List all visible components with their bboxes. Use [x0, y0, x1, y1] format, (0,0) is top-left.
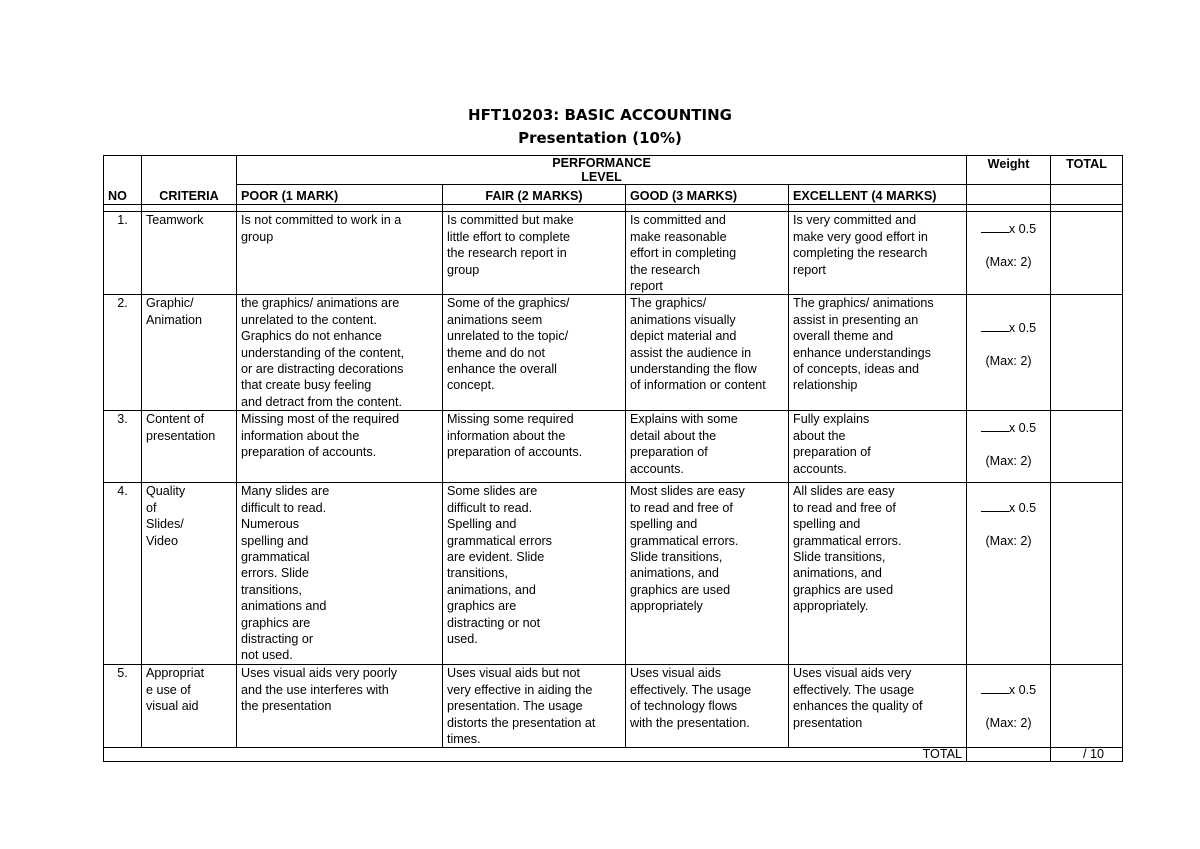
score-blank[interactable] — [981, 681, 1009, 694]
row-good: Explains with some detail about the preparation of accounts. — [626, 411, 789, 483]
header-row-levels — [104, 185, 1123, 205]
row-poor: the graphics/ animations are unrelated to the content. Graphics do not enhance understanding of the content, or are distracting decorations that create busy feeling and detract from the content. — [237, 295, 443, 411]
row-weight-cell — [967, 665, 1051, 748]
table-row — [104, 483, 1123, 665]
row-excellent: Fully explains about the preparation of accounts. — [789, 411, 967, 483]
total-row — [104, 748, 1123, 762]
header-total-empty — [1051, 185, 1123, 205]
row-poor: Many slides are difficult to read. Numerous spelling and grammatical errors. Slide transitions, animations and graphics are distracting or not used. — [237, 483, 443, 665]
table-row — [104, 212, 1123, 295]
row-number: 1. — [104, 212, 142, 295]
row-excellent: Uses visual aids very effectively. The usage enhances the quality of presentation — [789, 665, 967, 748]
row-total[interactable] — [1051, 295, 1123, 411]
rubric-subtitle: Presentation (10%) — [518, 129, 682, 147]
total-label: TOTAL — [104, 748, 967, 762]
row-fair: Uses visual aids but not very effective in aiding the presentation. The usage distorts the presentation at times. — [443, 665, 626, 748]
header-performance-level: PERFORMANCE LEVEL — [237, 156, 967, 185]
score-blank[interactable] — [981, 220, 1009, 233]
header-level-good: GOOD (3 MARKS) — [626, 185, 789, 205]
row-max: (Max: 2) — [985, 254, 1032, 269]
row-weight: x 0.5 — [1008, 321, 1037, 336]
score-blank[interactable] — [981, 319, 1009, 332]
header-row-top — [104, 156, 1123, 185]
row-weight: x 0.5 — [1008, 222, 1037, 237]
row-excellent: The graphics/ animations assist in presenting an overall theme and enhance understandings of concepts, ideas and relationship — [789, 295, 967, 411]
rubric-table — [103, 155, 1123, 762]
row-number: 3. — [104, 411, 142, 483]
row-fair: Is committed but make little effort to complete the research report in group — [443, 212, 626, 295]
row-number: 2. — [104, 295, 142, 411]
row-fair: Some of the graphics/ animations seem unrelated to the topic/ theme and do not enhance the overall concept. — [443, 295, 626, 411]
score-blank[interactable] — [981, 499, 1009, 512]
row-total[interactable] — [1051, 665, 1123, 748]
row-weight: x 0.5 — [1008, 683, 1037, 698]
spacer-row — [104, 205, 1123, 212]
row-weight: x 0.5 — [1008, 421, 1037, 436]
table-row — [104, 411, 1123, 483]
row-criteria: Graphic/ Animation — [142, 295, 237, 411]
row-weight: x 0.5 — [1008, 501, 1037, 516]
row-poor: Is not committed to work in a group — [237, 212, 443, 295]
row-weight-cell — [967, 295, 1051, 411]
row-max: (Max: 2) — [985, 353, 1032, 368]
row-weight-cell — [967, 411, 1051, 483]
table-row — [104, 665, 1123, 748]
row-good: Is committed and make reasonable effort in completing the research report — [626, 212, 789, 295]
row-total[interactable] — [1051, 483, 1123, 665]
table-row — [104, 295, 1123, 411]
score-blank[interactable] — [981, 419, 1009, 432]
header-level-fair: FAIR (2 MARKS) — [443, 185, 626, 205]
total-value[interactable]: / 10 — [1051, 748, 1123, 762]
course-title: HFT10203: BASIC ACCOUNTING — [468, 106, 732, 124]
header-no: NO — [108, 189, 127, 203]
row-number: 4. — [104, 483, 142, 665]
row-excellent: All slides are easy to read and free of spelling and grammatical errors. Slide transitions, animations, and graphics are used appropriately. — [789, 483, 967, 665]
row-max: (Max: 2) — [985, 453, 1032, 468]
row-good: Most slides are easy to read and free of spelling and grammatical errors. Slide transitions, animations, and graphics are used appropriately — [626, 483, 789, 665]
header-level-excellent: EXCELLENT (4 MARKS) — [789, 185, 967, 205]
row-good: Uses visual aids effectively. The usage of technology flows with the presentation. — [626, 665, 789, 748]
header-criteria-cell — [142, 156, 237, 205]
header-weight-empty — [967, 185, 1051, 205]
row-total[interactable] — [1051, 411, 1123, 483]
row-criteria: Quality of Slides/ Video — [142, 483, 237, 665]
row-max: (Max: 2) — [985, 533, 1032, 548]
header-weight: Weight — [967, 156, 1051, 185]
row-fair: Missing some required information about the preparation of accounts. — [443, 411, 626, 483]
row-criteria: Teamwork — [142, 212, 237, 295]
row-poor: Uses visual aids very poorly and the use interferes with the presentation — [237, 665, 443, 748]
row-weight-cell — [967, 483, 1051, 665]
row-good: The graphics/ animations visually depict material and assist the audience in understanding the flow of information or content — [626, 295, 789, 411]
row-number: 5. — [104, 665, 142, 748]
row-total[interactable] — [1051, 212, 1123, 295]
row-excellent: Is very committed and make very good effort in completing the research report — [789, 212, 967, 295]
row-criteria: Content of presentation — [142, 411, 237, 483]
row-poor: Missing most of the required information about the preparation of accounts. — [237, 411, 443, 483]
row-fair: Some slides are difficult to read. Spelling and grammatical errors are evident. Slide transitions, animations, and graphics are distracting or not used. — [443, 483, 626, 665]
row-criteria: Appropriat e use of visual aid — [142, 665, 237, 748]
total-weight-empty — [967, 748, 1051, 762]
document-title — [0, 104, 1200, 150]
header-total: TOTAL — [1051, 156, 1123, 185]
row-weight-cell — [967, 212, 1051, 295]
header-no-cell — [104, 156, 142, 205]
header-criteria: CRITERIA — [159, 189, 219, 203]
header-level-poor: POOR (1 MARK) — [237, 185, 443, 205]
row-max: (Max: 2) — [985, 715, 1032, 730]
